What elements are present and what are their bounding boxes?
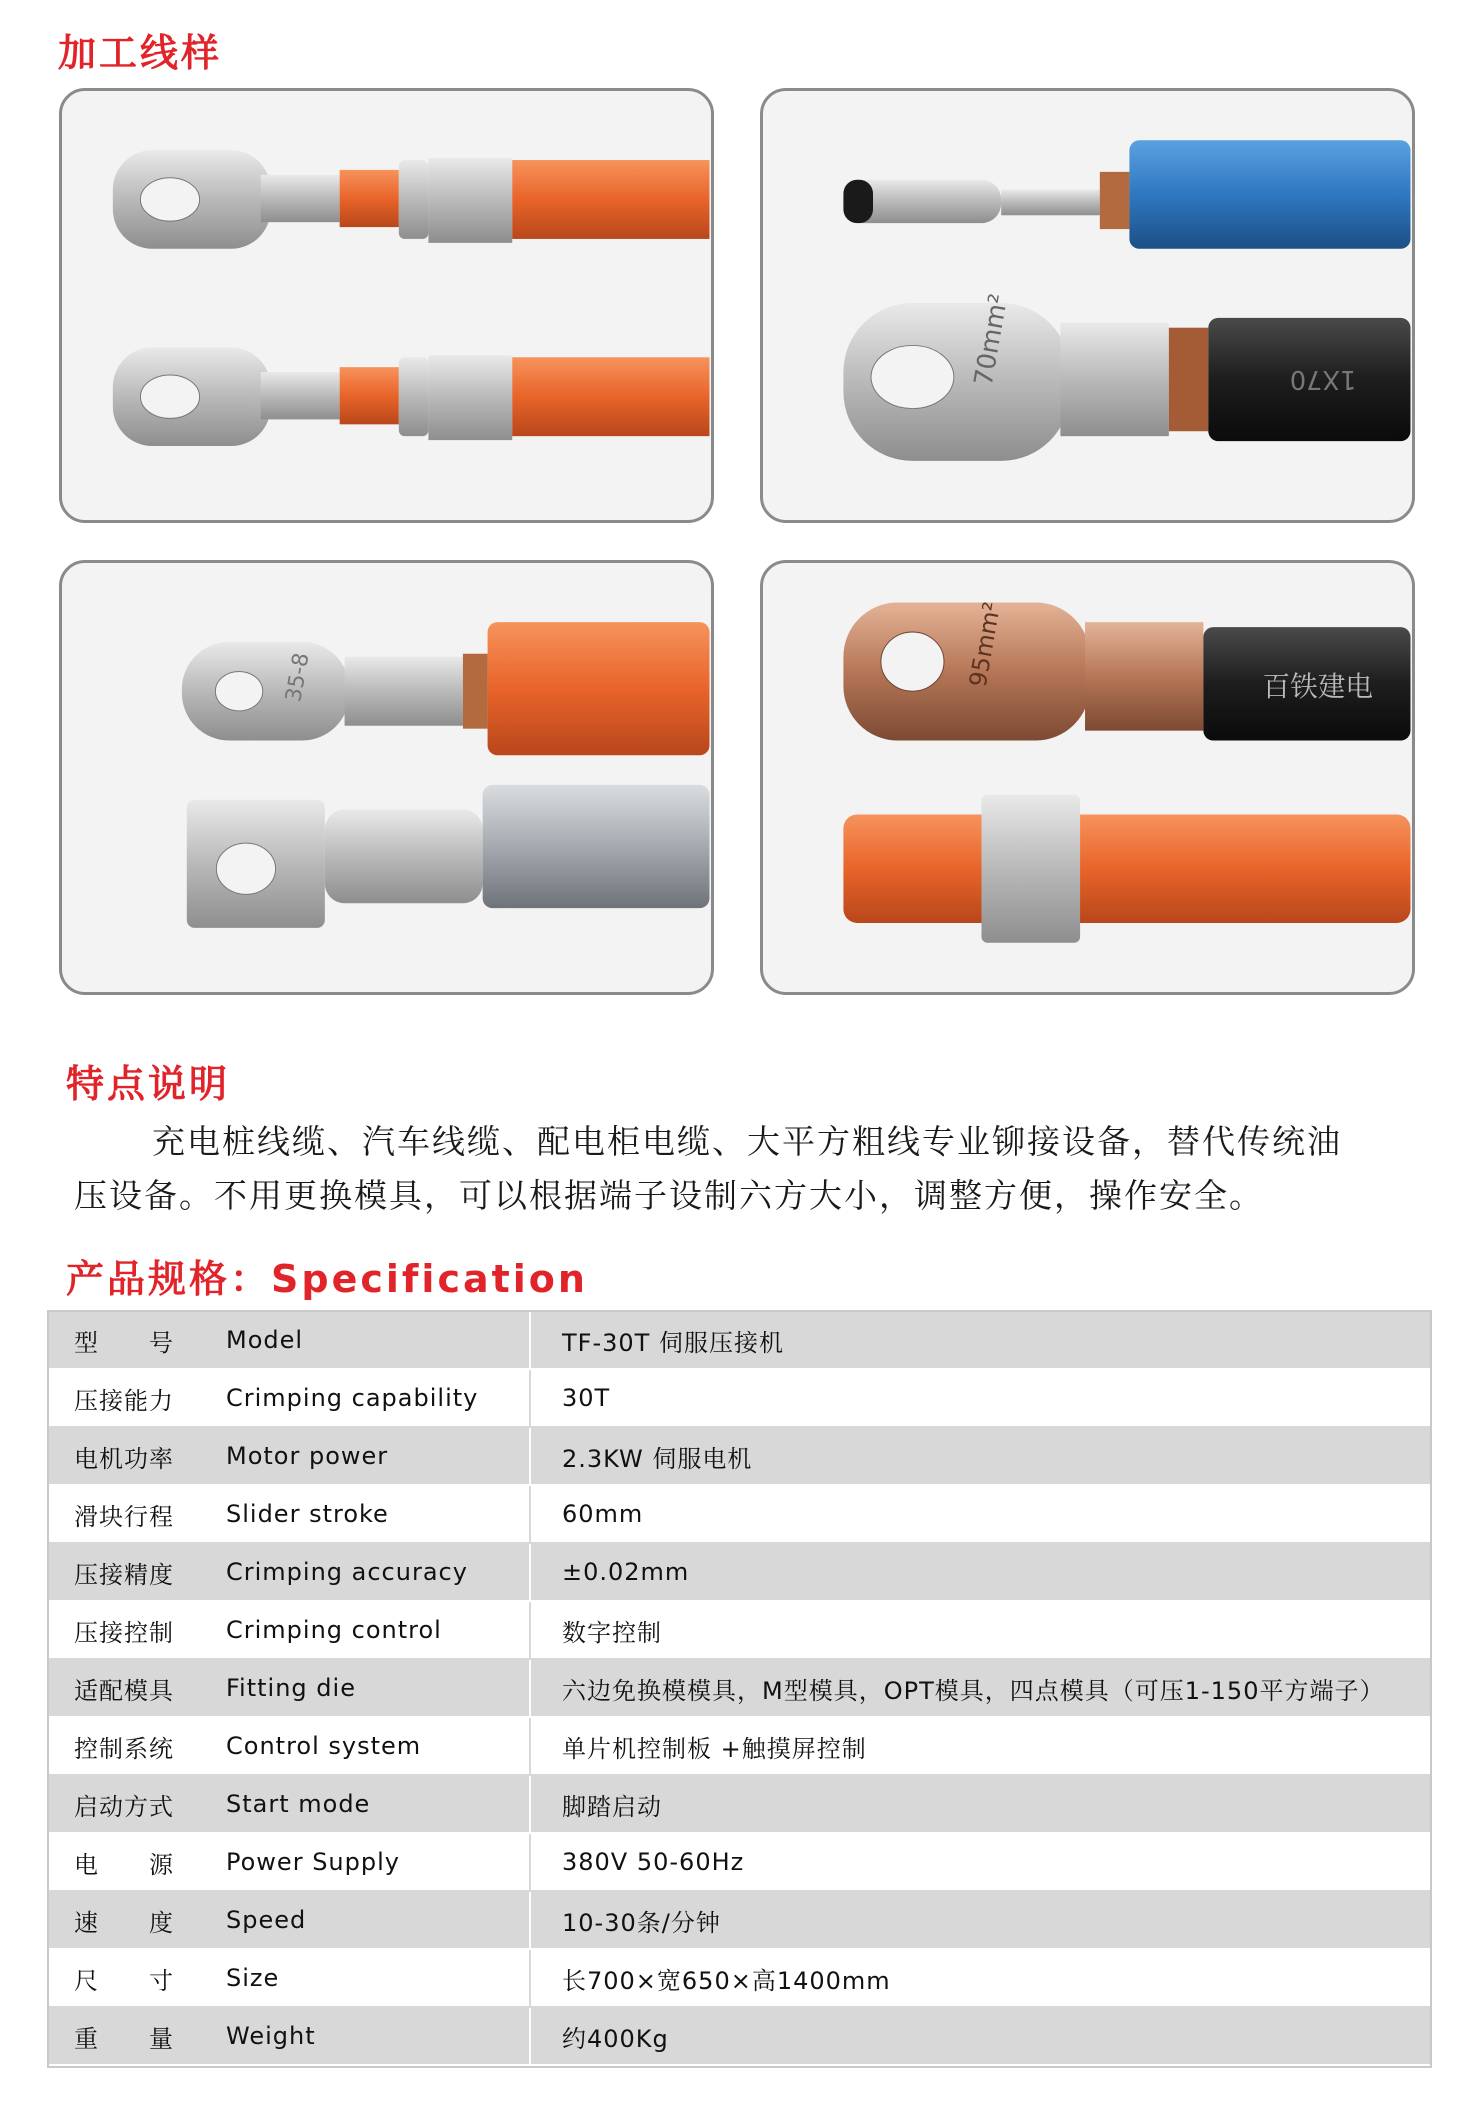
spec-label-zh: 滑块行程 [49,1485,226,1543]
spec-row [49,1427,1430,1485]
spec-row [49,1543,1430,1601]
spec-label-zh: 尺 寸 [49,1949,226,2007]
spec-row [49,1949,1430,2007]
photo-3-illustration [62,563,711,992]
spec-value: 约400Kg [530,2007,1430,2065]
spec-label-zh: 压接控制 [49,1601,226,1659]
spec-row [49,1833,1430,1891]
copper-lug-black-cable [843,600,1410,741]
spec-label-en: Slider stroke [226,1485,530,1543]
spec-row [49,2007,1430,2065]
photo-3-lug-mark: 35-8 [281,650,315,704]
lug-gray-cable [187,785,710,928]
spec-label-zh: 速 度 [49,1891,226,1949]
spec-row [49,1485,1430,1543]
hex-sleeve-orange-cable [843,795,1410,943]
spec-value: 六边免换模模具，M型模具，OPT模具，四点模具（可压1-150平方端子） [530,1659,1430,1717]
spec-label-zh: 适配模具 [49,1659,226,1717]
photo-4-lug-mark: 95mm² [963,599,1007,689]
spec-table [49,1312,1430,2066]
spec-label-en: Crimping control [226,1601,530,1659]
spec-label-en: Power Supply [226,1833,530,1891]
lug-top [113,150,710,249]
spec-row [49,1659,1430,1717]
photo-1-illustration [62,91,711,520]
spec-row [49,1369,1430,1427]
spec-row [49,1775,1430,1833]
spec-label-en: Weight [226,2007,530,2065]
spec-label-en: Model [226,1312,530,1369]
sample-photo-orange-gray-cables [59,560,714,995]
lug-bottom [113,347,710,446]
spec-value: 脚踏启动 [530,1775,1430,1833]
sample-photo-blue-black-cables [760,88,1415,523]
spec-row [49,1717,1430,1775]
sample-photo-copper-lug-hex-sleeve [760,560,1415,995]
spec-value: 2.3KW 伺服电机 [530,1427,1430,1485]
spec-label-en: Start mode [226,1775,530,1833]
features-description [74,1115,1414,1223]
spec-label-zh: 电 源 [49,1833,226,1891]
spec-value: 30T [530,1369,1430,1427]
features-line-1-text: 充电桩线缆、汽车线缆、配电柜电缆、大平方粗线专业铆接设备，替代传统油 [152,1122,1342,1161]
spec-value: 380V 50-60Hz [530,1833,1430,1891]
features-line-1 [74,1115,1414,1169]
spec-label-zh: 压接能力 [49,1369,226,1427]
spec-label-zh: 压接精度 [49,1543,226,1601]
spec-row [49,1312,1430,1369]
photo-4-cable-mark: 百铁建电 [1262,670,1373,704]
spec-table-body [49,1312,1430,2065]
features-line-2: 压设备。不用更换模具，可以根据端子设制六方大小，调整方便，操作安全。 [74,1176,1264,1215]
spec-value: 单片机控制板 +触摸屏控制 [530,1717,1430,1775]
spec-label-zh: 型 号 [49,1312,226,1369]
spec-value: 60mm [530,1485,1430,1543]
spec-label-en: Crimping capability [226,1369,530,1427]
spec-label-zh: 重 量 [49,2007,226,2065]
features-title: 特点说明 [66,1062,231,1106]
spec-value: TF-30T 伺服压接机 [530,1312,1430,1369]
spec-value: 10-30条/分钟 [530,1891,1430,1949]
lug-black-cable [843,291,1410,460]
spec-label-zh: 控制系统 [49,1717,226,1775]
spec-label-en: Crimping accuracy [226,1543,530,1601]
samples-title: 加工线样 [58,31,223,75]
spec-value: ±0.02mm [530,1543,1430,1601]
photo-4-illustration [763,563,1412,992]
spec-label-zh: 启动方式 [49,1775,226,1833]
spec-value: 数字控制 [530,1601,1430,1659]
lug-orange-cable [182,622,710,755]
spec-label-en: Size [226,1949,530,2007]
photo-2-cable-mark: 1X70 [1289,364,1357,395]
spec-label-zh: 电机功率 [49,1427,226,1485]
spec-label-en: Motor power [226,1427,530,1485]
spec-title: 产品规格：Specification [66,1257,588,1301]
spec-row [49,1891,1430,1949]
photo-2-lug-mark: 70mm² [968,291,1015,389]
spec-label-en: Control system [226,1717,530,1775]
spec-row [49,1601,1430,1659]
spec-label-en: Fitting die [226,1659,530,1717]
sample-photo-orange-sleeve-lugs [59,88,714,523]
spec-label-en: Speed [226,1891,530,1949]
pin-terminal-blue-cable [843,140,1410,248]
spec-value: 长700×宽650×高1400mm [530,1949,1430,2007]
photo-2-illustration [763,91,1412,520]
